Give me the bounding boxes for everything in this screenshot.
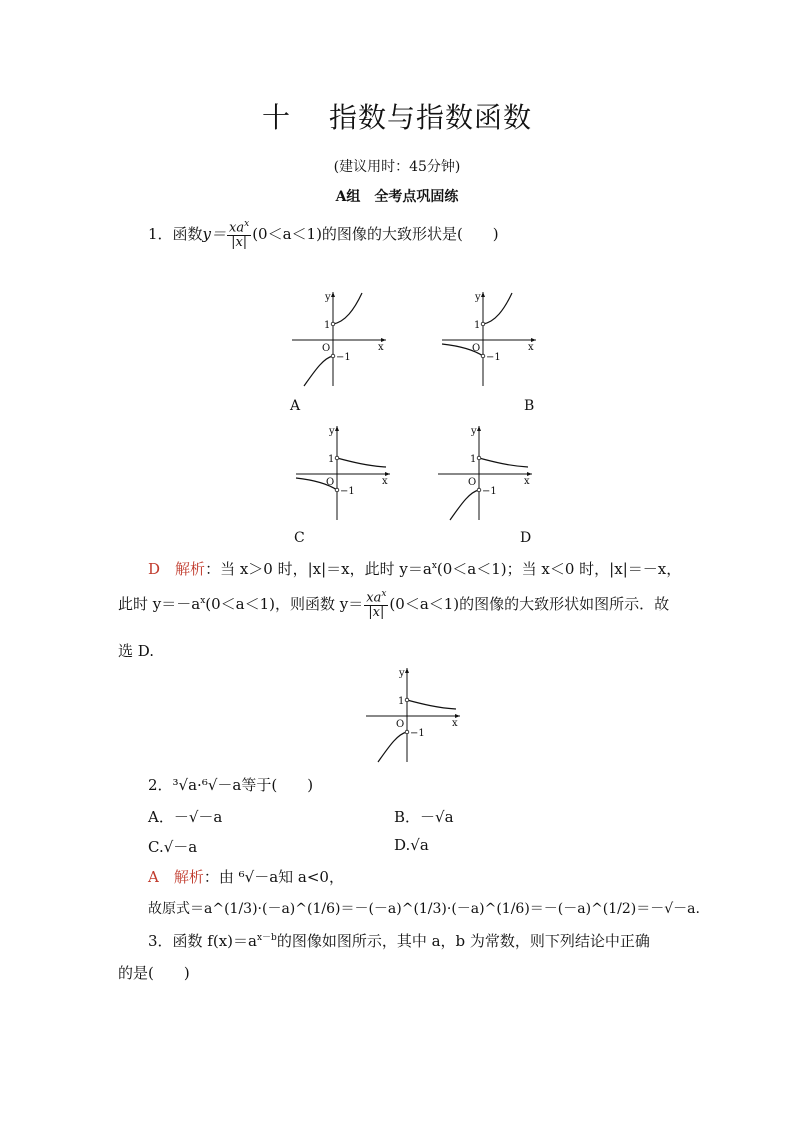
option-d-label: D xyxy=(520,530,532,546)
svg-text:−1: −1 xyxy=(336,352,351,363)
svg-text:−1: −1 xyxy=(482,486,497,497)
answer-1-line-3: 选 D. xyxy=(118,642,155,660)
svg-text:−1: −1 xyxy=(410,728,425,739)
answer-2-line-2: 故原式＝a^(1/3)·(－a)^(1/6)＝－(－a)^(1/3)·(－a)^(1/6)＝－(－a)^(1/2)＝－√－a. xyxy=(148,901,700,917)
section-title: 指数与指数函数 xyxy=(329,101,533,134)
question-3-line-2: 的是( ) xyxy=(118,964,190,982)
graph-option-b xyxy=(440,288,540,388)
section-number: 十 xyxy=(261,101,291,134)
page-title xyxy=(0,96,794,136)
svg-text:y: y xyxy=(325,292,331,303)
option-2a: A．－√－a xyxy=(148,808,223,826)
svg-text:1: 1 xyxy=(398,696,405,707)
svg-text:O: O xyxy=(326,477,335,488)
option-2d: D.√a xyxy=(394,836,429,854)
svg-text:x: x xyxy=(524,476,530,487)
svg-text:O: O xyxy=(396,719,405,730)
solution-graph xyxy=(364,664,464,764)
svg-text:−1: −1 xyxy=(486,352,501,363)
question-1: 1．函数y＝ $\frac{xa^x}{|x|}$ (0＜a＜1)的图像的大致形状是( ) xyxy=(148,219,499,250)
svg-text:y: y xyxy=(399,668,405,679)
svg-text:x: x xyxy=(378,342,384,353)
option-b-label: B xyxy=(524,398,535,414)
svg-text:y: y xyxy=(475,292,481,303)
answer-1-line-2: 此时 $y=-a^x(0<a<1)$，则函数 y＝ $\frac{xa^x}{|x|}$ (0＜a＜1)的图像的大致形状如图所示．故 xyxy=(118,589,670,620)
svg-text:y: y xyxy=(329,426,335,437)
svg-text:−1: −1 xyxy=(340,486,355,497)
graph-option-d xyxy=(436,422,536,522)
option-a-label: A xyxy=(290,398,301,414)
fraction: $\frac{xa^x}{|x|}$ xyxy=(229,219,250,250)
svg-text:x: x xyxy=(382,476,388,487)
group-heading: A组 全考点巩固练 xyxy=(335,189,459,205)
question-2: 2．³√a·⁶√－a等于( ) xyxy=(148,776,314,794)
svg-text:1: 1 xyxy=(324,320,331,331)
svg-text:1: 1 xyxy=(474,320,481,331)
svg-text:O: O xyxy=(472,343,481,354)
option-c-label: C xyxy=(294,530,305,546)
option-2c: C.√－a xyxy=(148,838,198,856)
svg-text:1: 1 xyxy=(470,454,477,465)
svg-text:O: O xyxy=(322,343,331,354)
graph-option-c xyxy=(294,422,394,522)
svg-text:x: x xyxy=(452,718,458,729)
answer-2-line-1: A 解析：由 ⁶√－a知 a<0， xyxy=(148,868,344,886)
svg-text:1: 1 xyxy=(328,454,335,465)
graph-option-a xyxy=(290,288,390,388)
answer-1-line-1: D 解析：当 x＞0 时，|x|＝x，此时 $y=a^x(0<a<1)$；当 x＜0 时，|x|＝－x， xyxy=(148,560,682,578)
svg-text:x: x xyxy=(528,342,534,353)
option-2b: B．－√a xyxy=(394,808,454,826)
time-note: (建议用时：45分钟) xyxy=(333,159,461,175)
svg-text:y: y xyxy=(471,426,477,437)
question-3-line-1: 3．函数 $f(x)=a^{x-b}$的图像如图所示，其中 a，b 为常数，则下列结论中正确 xyxy=(148,932,650,950)
svg-text:O: O xyxy=(468,477,477,488)
